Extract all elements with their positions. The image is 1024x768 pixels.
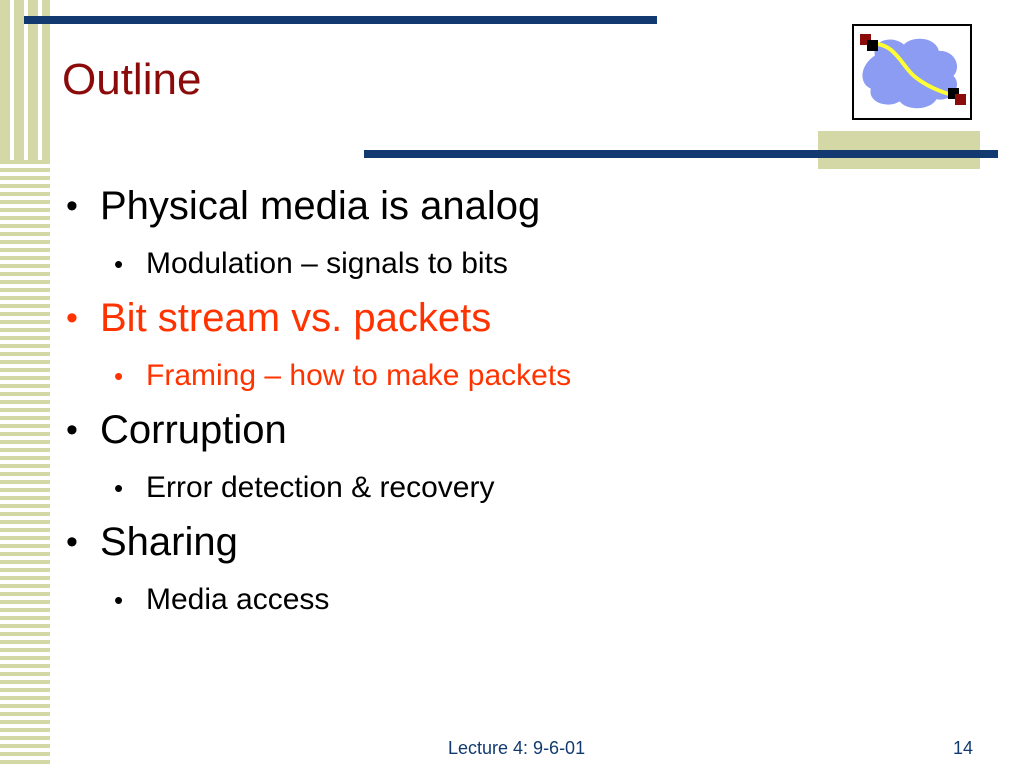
bullet-text: Sharing: [100, 520, 238, 564]
sub-bullet-item-highlighted: [62, 358, 962, 394]
bullet-item: [62, 406, 962, 454]
bullet-item-highlighted: [62, 294, 962, 342]
left-strip-header-block: [0, 0, 50, 160]
footer-lecture-label: Lecture 4: 9-6-01: [448, 738, 586, 758]
bullet-item: [62, 518, 962, 566]
bullet-dot-icon: •: [66, 187, 78, 225]
sub-bullet-item: [62, 470, 962, 506]
bullet-dot-icon: •: [114, 585, 124, 615]
sub-bullet-text: Media access: [146, 583, 330, 616]
sub-bullet-text: Error detection & recovery: [146, 471, 495, 504]
outline-list: [62, 182, 962, 618]
slide-title: Outline: [62, 55, 202, 104]
bullet-item: [62, 182, 962, 230]
footer-page-number: 14: [953, 738, 974, 758]
bullet-dot-icon: •: [114, 473, 124, 503]
bullet-text: Bit stream vs. packets: [100, 296, 492, 340]
sub-bullet-item: [62, 246, 962, 282]
network-cloud-icon: [852, 24, 972, 120]
bullet-text: Corruption: [100, 408, 287, 452]
bullet-dot-icon: •: [114, 249, 124, 279]
bullet-dot-icon: •: [66, 523, 78, 561]
title-underline-rule: [364, 150, 998, 158]
sub-bullet-item: [62, 582, 962, 618]
bullet-dot-icon: •: [114, 361, 124, 391]
bullet-text: Physical media is analog: [100, 184, 541, 228]
bullet-dot-icon: •: [66, 299, 78, 337]
sub-bullet-text: Modulation – signals to bits: [146, 247, 508, 280]
bullet-dot-icon: •: [66, 411, 78, 449]
top-rule: [24, 16, 657, 24]
sub-bullet-text: Framing – how to make packets: [146, 359, 572, 392]
